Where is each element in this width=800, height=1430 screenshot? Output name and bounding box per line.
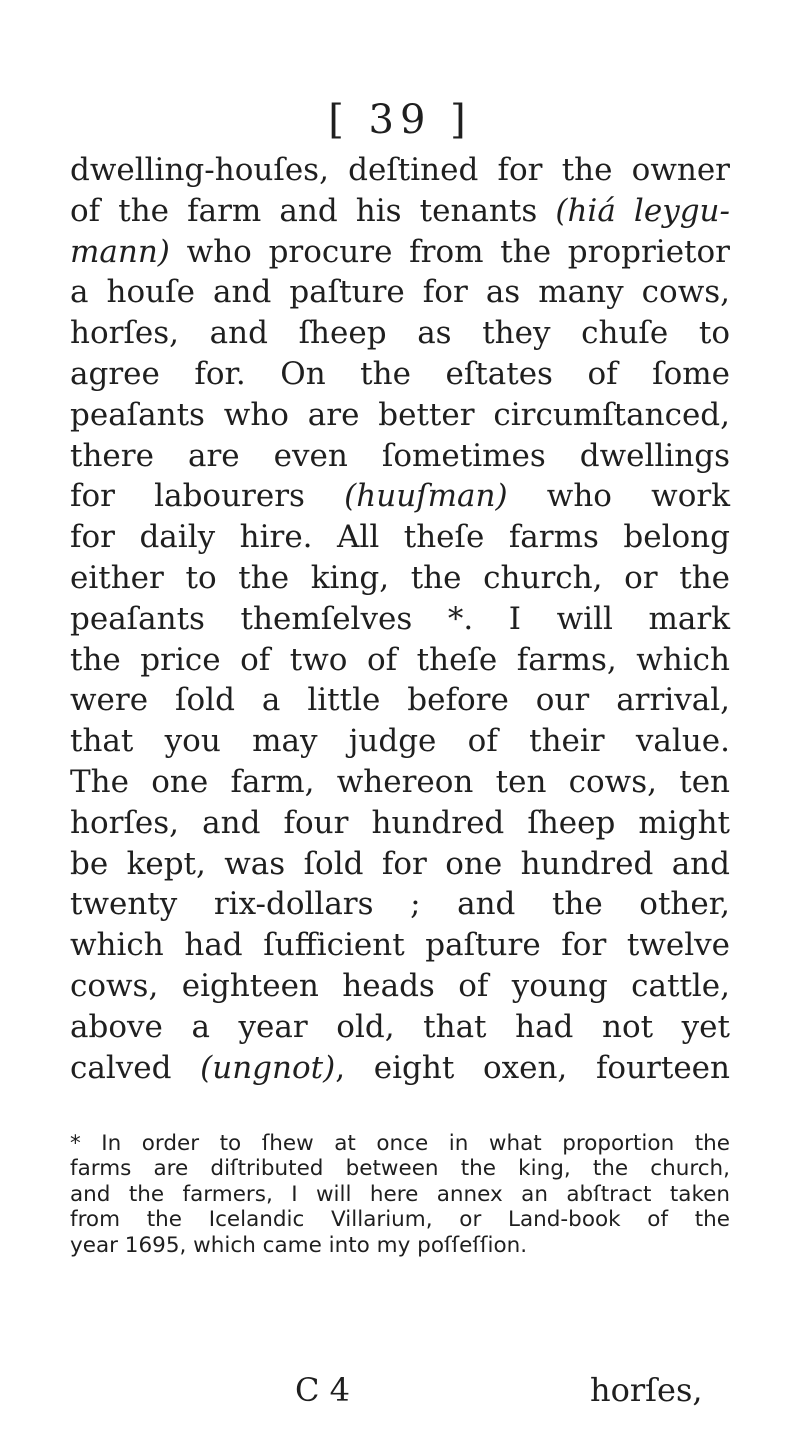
- text-segment: of the farm and his tenants: [70, 192, 556, 229]
- text-line: twenty rix-dollars ; and the other,: [70, 886, 730, 923]
- text-line: either to the king, the church, or the: [70, 559, 730, 596]
- text-line: horſes, and four hundred ſheep might: [70, 804, 730, 841]
- text-line: the price of two of theſe farms, which: [70, 641, 730, 678]
- text-line: [70, 476, 730, 517]
- footnote-line: farms are diſtributed between the king, the church,: [70, 1156, 730, 1182]
- icelandic-term: (huuſman): [344, 478, 508, 515]
- page-number: [ 39 ]: [328, 97, 472, 143]
- text-line: agree for. On the eſtates of ſome: [70, 355, 730, 392]
- text-line: above a year old, that had not yet: [70, 1008, 730, 1045]
- catchword: horſes,: [590, 1371, 703, 1409]
- text-line: dwelling-houſes, deſtined for the owner: [70, 152, 730, 188]
- text-line: there are even ſometimes dwellings: [70, 437, 730, 474]
- text-line: The one farm, whereon ten cows, ten: [70, 763, 730, 800]
- footnote-line: year 1695, which came into my poſſeſſion.: [70, 1232, 528, 1258]
- main-text: [70, 150, 730, 1088]
- footnote-line: and the farmers, I will here annex an abſtract taken: [70, 1181, 730, 1207]
- text-line: be kept, was ſold for one hundred and: [70, 845, 730, 882]
- text-line: for daily hire. All theſe farms belong: [70, 519, 730, 556]
- text-line: horſes, and ſheep as they chuſe to: [70, 315, 730, 352]
- text-line: [70, 191, 730, 232]
- text-line: which had ſufficient paſture for twelve: [70, 927, 730, 964]
- text-line: peaſants themſelves *. I will mark: [70, 600, 730, 637]
- icelandic-term: (ungnot): [200, 1049, 336, 1086]
- text-segment: who work: [507, 478, 730, 515]
- text-line: cows, eighteen heads of young cattle,: [70, 967, 730, 1004]
- icelandic-term: (hiá leygu-: [555, 192, 730, 229]
- page-footer: [0, 1370, 800, 1410]
- footnote-line: * In order to ſhew at once in what proportion the: [70, 1131, 730, 1156]
- signature-mark: C 4: [295, 1371, 351, 1409]
- text-line: [70, 1048, 730, 1089]
- text-line: that you may judge of their value.: [70, 723, 730, 760]
- text-line: were ſold a little before our arrival,: [70, 682, 730, 719]
- text-segment: , eight oxen, fourteen: [335, 1049, 730, 1086]
- footnote-line: from the Icelandic Villarium, or Land-book of the: [70, 1207, 730, 1233]
- text-line: a houſe and paſture for as many cows,: [70, 274, 730, 311]
- text-segment: calved: [70, 1049, 201, 1086]
- text-line: [70, 232, 730, 273]
- text-segment: for labourers: [70, 478, 345, 515]
- text-segment: who procure from the proprietor: [169, 233, 730, 270]
- icelandic-term: mann): [70, 233, 170, 270]
- text-line: peaſants who are better circumſtanced,: [70, 396, 730, 433]
- footnote: [70, 1131, 730, 1258]
